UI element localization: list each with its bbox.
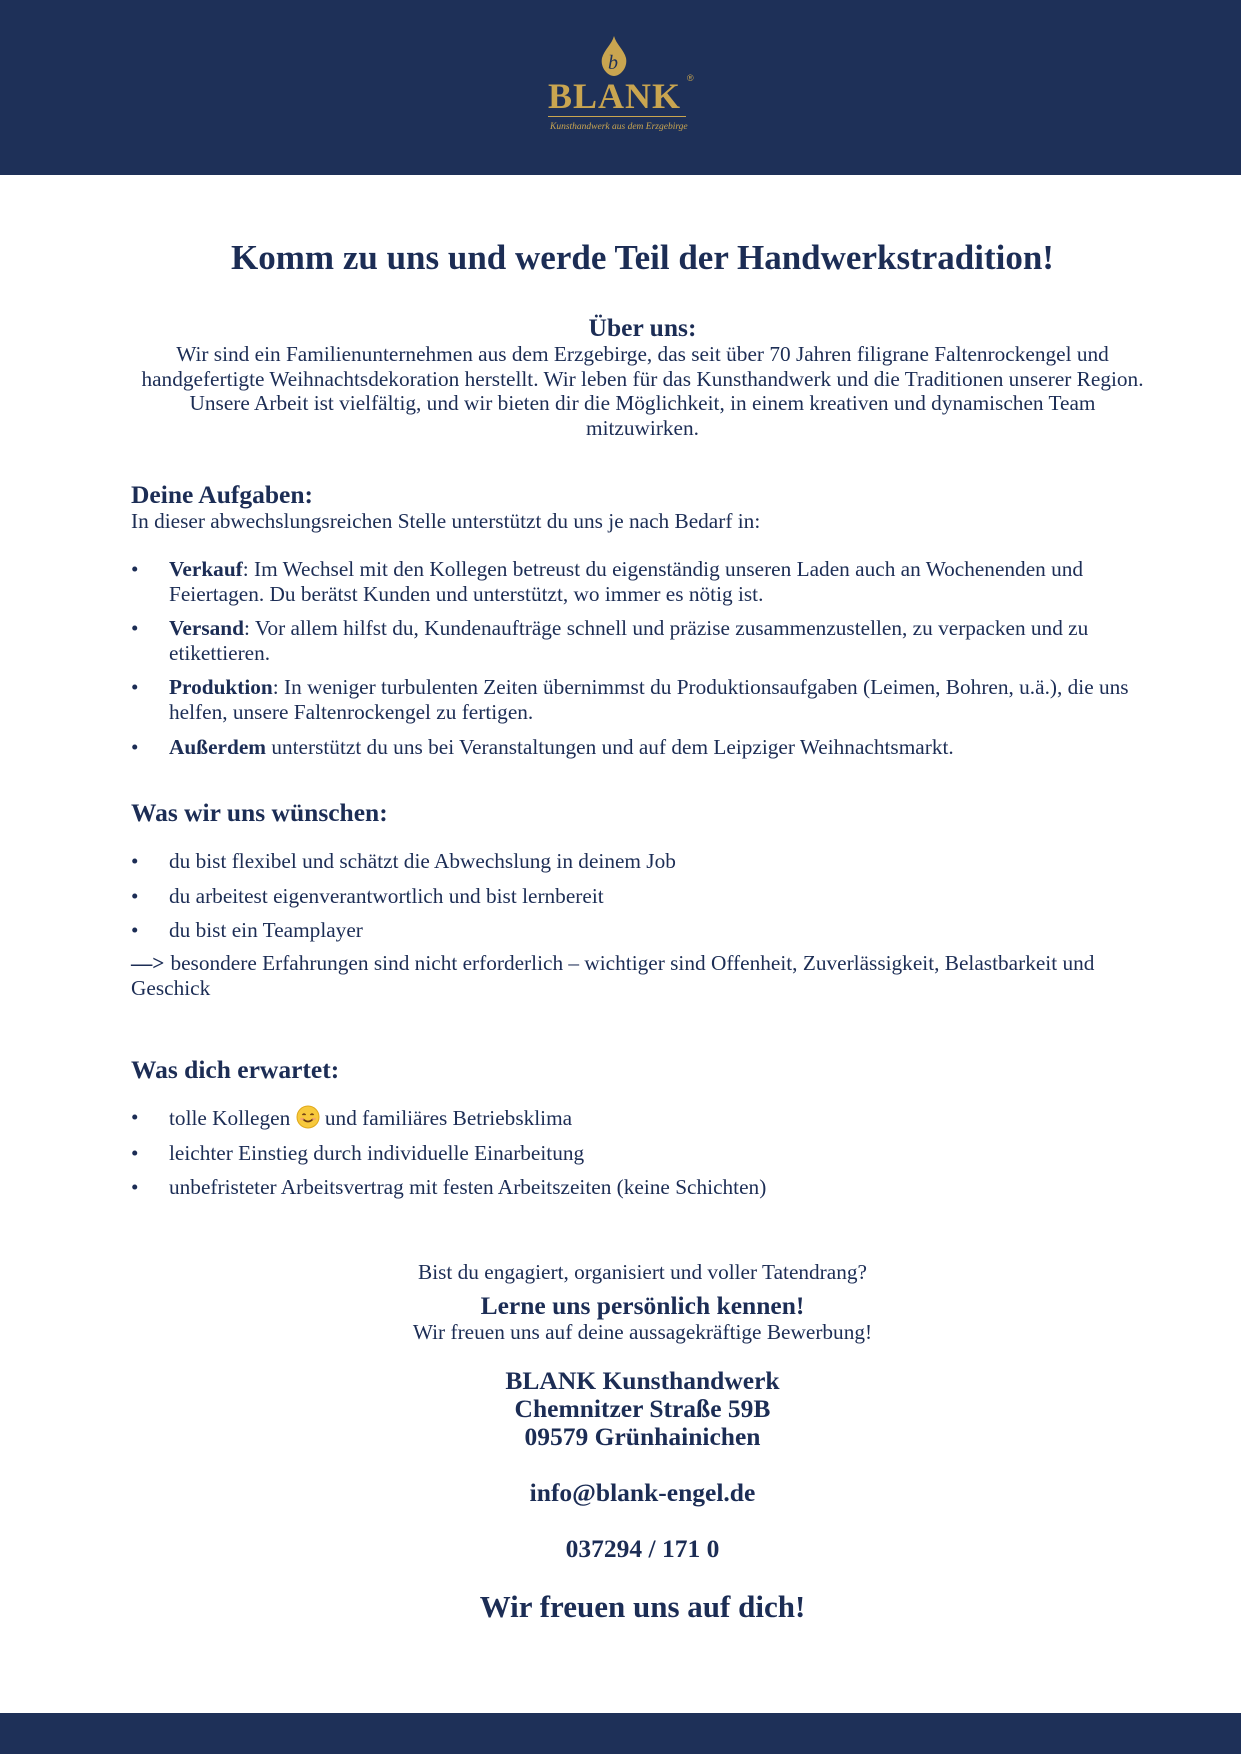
about-text: Wir sind ein Familienunternehmen aus dem Erzgebirge, das seit über 70 Jahren filigrane Faltenrockengel und handgefertigte Weihnachtsdekoration herstellt. Wir leben für das Kunsthandwerk und die Traditionen unserer Region. Unsere Arbeit ist vielfältig, und wir bieten dir die Möglichkeit, in einem kreativen und dynamischen Team mitzuwirken. xyxy=(141,342,1144,440)
job-posting xyxy=(131,238,1154,1625)
bullet: • xyxy=(131,1140,139,1165)
bullet: • xyxy=(131,883,139,908)
street-address: Chemnitzer Straße 59B xyxy=(514,1394,771,1424)
bullet: • xyxy=(131,849,139,874)
bullet: • xyxy=(131,556,139,581)
email-link[interactable]: info@blank-engel.de xyxy=(529,1478,756,1508)
offer-text: unbefristeter Arbeitsvertrag mit festen Arbeitszeiten (keine Schichten) xyxy=(169,1175,767,1200)
list-item xyxy=(131,675,1154,724)
list-item xyxy=(131,884,1154,909)
list-item xyxy=(131,918,1154,943)
bullet: • xyxy=(131,1105,139,1130)
logo-letter: b xyxy=(608,52,618,74)
registered-mark: ® xyxy=(687,73,694,83)
task-text: unterstützt du uns bei Veranstaltungen und auf dem Leipziger Weihnachtsmarkt. xyxy=(266,734,954,759)
wishes-heading: Was wir uns wünschen: xyxy=(131,798,388,828)
task-label: Versand xyxy=(169,616,244,641)
logo-tagline: Kunsthandwerk aus dem Erzgebirge xyxy=(550,122,688,132)
list-item xyxy=(131,557,1154,606)
page-title: Komm zu uns und werde Teil der Handwerkstradition! xyxy=(231,238,1054,277)
list-item xyxy=(131,1175,1154,1200)
offer-text: leichter Einstieg durch individuelle Einarbeitung xyxy=(169,1140,585,1165)
task-text: : Im Wechsel mit den Kollegen betreust du eigenständig unseren Laden auch an Wochenenden und Feiertagen. Du berätst Kunden und unterstützt, wo immer es nötig ist. xyxy=(169,556,1084,606)
bullet: • xyxy=(131,675,139,700)
bullet: • xyxy=(131,1175,139,1200)
list-item xyxy=(131,735,1154,760)
task-text: : Vor allem hilfst du, Kundenaufträge schnell und präzise zusammenzustellen, zu verpacken und zu etikettieren. xyxy=(169,616,1089,665)
task-label: Produktion xyxy=(169,675,273,700)
offer-heading: Was dich erwartet: xyxy=(131,1055,340,1085)
blank-logo xyxy=(540,36,710,136)
cta-heading: Lerne uns persönlich kennen! xyxy=(480,1291,805,1321)
wish-text: du arbeitest eigenverantwortlich und bist lernbereit xyxy=(169,883,604,908)
task-label: Verkauf xyxy=(169,556,243,581)
bullet: • xyxy=(131,918,139,943)
logo-rule xyxy=(548,116,686,117)
closing-line: Wir freuen uns auf dich! xyxy=(479,1589,806,1625)
city-address: 09579 Grünhainichen xyxy=(524,1422,761,1452)
phone-number[interactable]: 037294 / 171 0 xyxy=(565,1534,720,1564)
wish-text: du bist flexibel und schätzt die Abwechslung in deinem Job xyxy=(169,849,676,874)
cta-question: Bist du engagiert, organisiert und voller Tatendrang? xyxy=(418,1259,867,1284)
bullet: • xyxy=(131,734,139,759)
list-item xyxy=(131,1105,1154,1131)
cta-subline: Wir freuen uns auf deine aussagekräftige Bewerbung! xyxy=(412,1320,873,1345)
arrow-icon: —> xyxy=(131,950,165,975)
footer-bar xyxy=(0,1713,1241,1754)
task-label: Außerdem xyxy=(169,734,267,759)
requirements-note xyxy=(131,951,1154,1000)
wish-text: du bist ein Teamplayer xyxy=(169,918,363,943)
bullet: • xyxy=(131,616,139,641)
logo-wordmark: BLANK xyxy=(548,76,682,116)
company-name: BLANK Kunsthandwerk xyxy=(505,1366,780,1396)
offer-text: tolle Kollegen xyxy=(169,1106,291,1131)
tasks-intro: In dieser abwechslungsreichen Stelle unterstützt du uns je nach Bedarf in: xyxy=(131,509,761,534)
list-item xyxy=(131,1141,1154,1166)
offer-text: und familiäres Betriebsklima xyxy=(324,1106,573,1131)
about-heading: Über uns: xyxy=(588,313,697,342)
wishes-list xyxy=(131,849,1154,943)
tasks-list xyxy=(131,557,1154,759)
list-item xyxy=(131,616,1154,665)
smiley-icon xyxy=(296,1105,320,1129)
list-item xyxy=(131,849,1154,874)
tasks-heading: Deine Aufgaben: xyxy=(131,480,314,510)
task-text: : In weniger turbulenten Zeiten übernimmst du Produktionsaufgaben (Leimen, Bohren, u.ä.), die uns helfen, unsere Faltenrockengel zu fertigen. xyxy=(169,675,1129,724)
note-text: besondere Erfahrungen sind nicht erforderlich – wichtiger sind Offenheit, Zuverlässigkeit, Belastbarkeit und Geschick xyxy=(131,950,1095,1000)
offer-list xyxy=(131,1105,1154,1200)
